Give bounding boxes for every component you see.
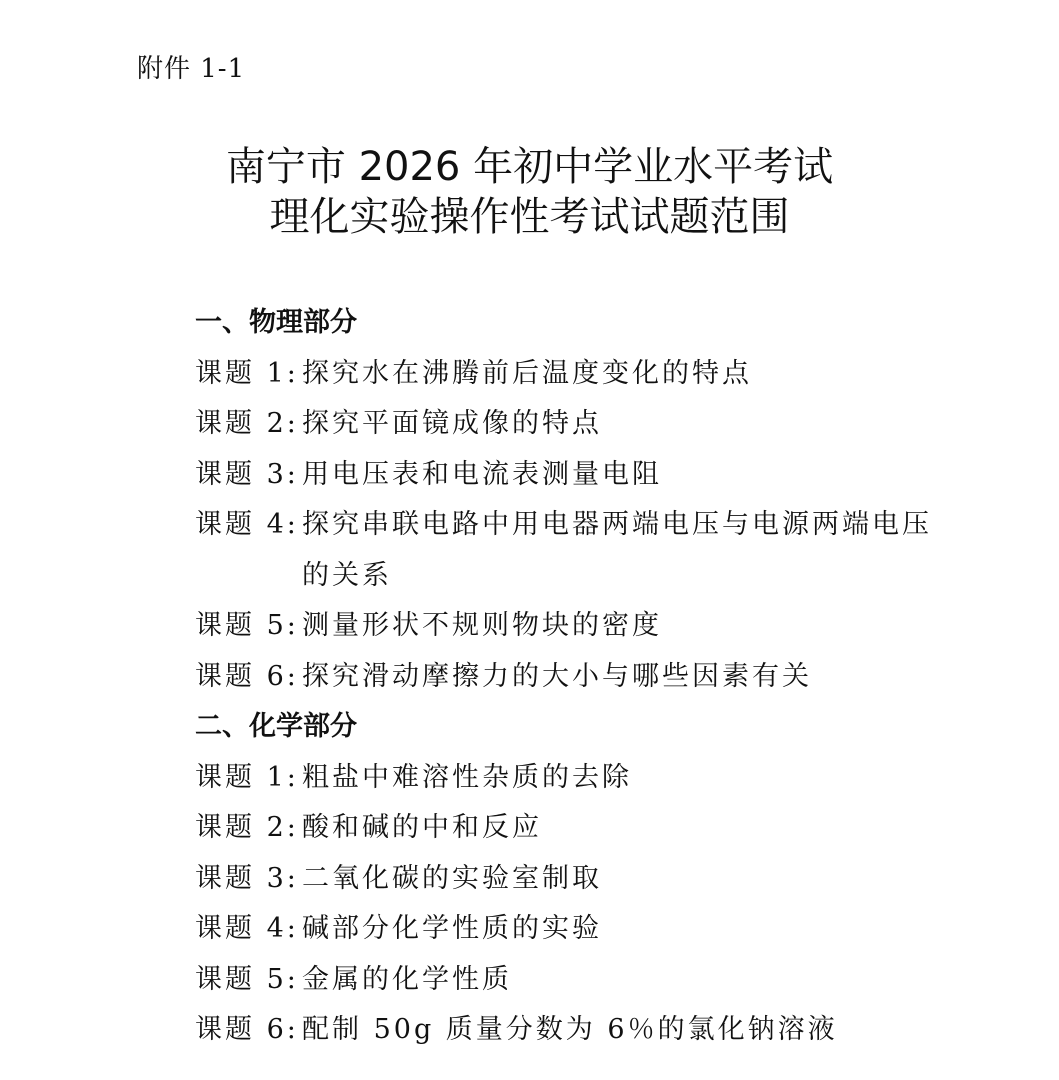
topic-item <box>195 500 955 601</box>
topic-label: 课题 2: <box>195 812 299 843</box>
section-heading-chemistry: 二、化学部分 <box>195 711 357 742</box>
topic-label: 课题 3: <box>195 862 299 894</box>
title-line-1: 南宁市 2026 年初中学业水平考试 <box>225 144 834 190</box>
topic-text: 测量形状不规则物块的密度 <box>302 610 662 641</box>
topic-label: 课题 1: <box>195 357 299 389</box>
topic-label: 课题 5: <box>195 963 299 995</box>
topic-label: 课题 6: <box>195 660 299 692</box>
topic-item <box>195 349 955 400</box>
topic-label: 课题 1: <box>195 761 299 793</box>
topic-text: 二氧化碳的实验室制取 <box>302 862 602 894</box>
topic-text: 探究滑动摩擦力的大小与哪些因素有关 <box>302 660 812 692</box>
topic-text: 探究水在沸腾前后温度变化的特点 <box>302 357 752 389</box>
topic-item <box>195 904 955 955</box>
topic-label: 课题 4: <box>195 913 299 944</box>
topic-text: 碱部分化学性质的实验 <box>302 913 602 944</box>
topic-item <box>195 753 955 804</box>
topic-item <box>195 601 955 652</box>
topic-list <box>195 298 955 1056</box>
topic-label: 课题 2: <box>195 408 299 439</box>
topic-item <box>195 803 955 854</box>
topic-label: 课题 4: <box>195 509 299 540</box>
topic-text: 金属的化学性质 <box>302 963 512 995</box>
topic-item <box>195 399 955 450</box>
topic-item <box>195 955 955 1006</box>
section-heading-physics: 一、物理部分 <box>195 307 357 338</box>
topic-item <box>195 652 955 703</box>
topic-item <box>195 450 955 501</box>
topic-label: 课题 3: <box>195 458 299 490</box>
title-line-2: 理化实验操作性考试试题范围 <box>269 194 790 240</box>
document-title <box>0 142 1059 242</box>
topic-text: 粗盐中难溶性杂质的去除 <box>302 761 632 793</box>
topic-text: 探究平面镜成像的特点 <box>302 408 602 439</box>
topic-label: 课题 6: <box>195 1014 299 1045</box>
topic-text: 配制 50g 质量分数为 6％的氯化钠溶液 <box>302 1014 838 1045</box>
topic-text: 用电压表和电流表测量电阻 <box>302 458 662 490</box>
topic-item <box>195 1005 955 1056</box>
topic-text: 探究串联电路中用电器两端电压与电源两端电压的关系 <box>302 509 932 591</box>
topic-text: 酸和碱的中和反应 <box>302 812 542 843</box>
topic-label: 课题 5: <box>195 610 299 641</box>
topic-item <box>195 854 955 905</box>
attachment-label: 附件 1-1 <box>137 54 246 84</box>
